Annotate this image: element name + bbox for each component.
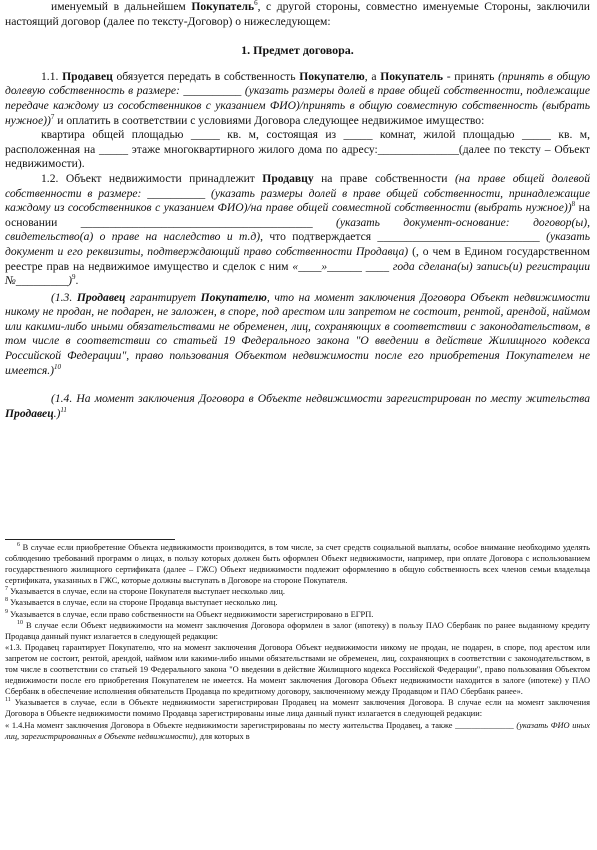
footnote-7 xyxy=(5,586,590,597)
footnote-number: 11 xyxy=(5,697,11,704)
seller-term: Продавцу xyxy=(262,171,314,185)
footnote-number: 10 xyxy=(17,619,23,626)
footnote-11 xyxy=(5,697,590,719)
clause-instruction: (указать документ и его реквизиты, подтверждающий право собственности Продавца) xyxy=(5,230,590,258)
clause-text: и оплатить в соответствии с условиями Договора следующее недвижимое имущество: xyxy=(54,113,485,127)
intro-text-end: , с другой стороны, совместно именуемые Стороны, заключили настоящий договор (далее по тексту-Договор) о нижеследующем: xyxy=(5,0,590,28)
footnote-ref-7[interactable]: 7 xyxy=(50,112,55,121)
clause-text: (1.4. На момент заключения Договора в Объекте недвижимости зарегистрирован по месту жительства xyxy=(51,392,590,406)
footnote-ref-10[interactable]: 10 xyxy=(54,362,62,371)
clause-text: на основании ________________________________________ xyxy=(5,201,590,229)
footnote-ref-9[interactable]: 9 xyxy=(71,273,76,282)
clause-text: , что на момент заключения Договора Объект недвижимости никому не продан, не подарен, не заложен, в споре, под арестом или запретом не состоит, рентой, арендой, наймом или какими-либо иными обязательствами не обременен, лиц, сохраняющих в соответствии с законодательством, в том числе в соответствии со статьей 19 Федерального закона "О введении в действие Жилищного кодекса Российской Федерации", право пользования Объектом недвижимости после его приобретения Покупателем не имеется.) xyxy=(5,290,590,377)
footnote-8 xyxy=(5,597,590,608)
buyer-term: Покупателю xyxy=(200,290,267,304)
clause-text: обязуется передать в собственность xyxy=(112,69,300,83)
footnote-ref-8[interactable]: 8 xyxy=(571,200,576,209)
footnote-6 xyxy=(5,542,590,586)
footnote-11-quote xyxy=(5,720,590,742)
clause-text: 1.2. Объект недвижимости принадлежит xyxy=(41,171,263,185)
footnote-number: 9 xyxy=(5,608,8,615)
clause-text: , а xyxy=(364,69,381,83)
footnote-instruction: (указать ФИО иных лиц, зарегистрированных в Объекте недвижимости) xyxy=(5,720,590,741)
footnote-number: 6 xyxy=(17,542,20,549)
seller-term: Продавец xyxy=(5,406,54,420)
footnote-text: В случае если приобретение Объекта недвижимости производится, в том числе, за счет средств социальной выплаты, особое внимание необходимо уделять соблюдению требований программ о лицах, в пользу которых должен быть оформлен Объект недвижимости, например, при оплате Договора с использованием государственного жилищного сертификата (далее – ГЖС) Объект недвижимости подлежит оформлению в общую собственность всех членов семьи владельца сертификата, указанных в ГЖС, которые должны выступать в Договоре на стороне Покупателя. xyxy=(5,543,590,586)
object-description: квартира общей площадью _____ кв. м, состоящая из _____ комнат, жилой площадью _____ кв. м, расположенная на _____ этаже многоквартирного жилого дома по адресу:______________(далее по тексту – Объект недвижимости). xyxy=(5,128,590,171)
seller-term: Продавец xyxy=(76,290,126,304)
footnote-10 xyxy=(5,620,590,642)
clause-instruction: (указать документ-основание: договор(ы), свидетельство(а) о праве на наследство и т.д) xyxy=(5,215,590,244)
footnote-text: Указывается в случае, если право собственности на Объект недвижимости зарегистрировано в ЕГРП. xyxy=(8,609,374,619)
contract-body xyxy=(5,0,590,421)
footnote-separator xyxy=(5,539,175,540)
footnote-9 xyxy=(5,609,590,620)
clause-1-3 xyxy=(5,291,590,379)
footnote-number: 7 xyxy=(5,586,8,593)
clause-1-2 xyxy=(5,172,590,289)
footnote-text: В случае если Объект недвижимости на момент заключения Договора оформлен в залог (ипотеку) в пользу ПАО Сбербанк по ранее выданному кредиту Продавца данный пункт излагается в следующей редакции: xyxy=(5,620,590,641)
footnote-ref-6[interactable]: 6 xyxy=(254,0,258,8)
clause-number: 1.1. xyxy=(41,69,63,83)
clause-text: . xyxy=(75,274,79,288)
clause-text: (, о чем в Едином государственном реестре прав на недвижимое имущество и сделок с ним xyxy=(5,244,591,273)
clause-1-4 xyxy=(5,392,590,421)
clause-instruction: (принять в общую долевую собственность в размере: __________ (указать размеры долей в праве общей собственности, подлежащие передаче каждому из сособственников с указанием ФИО)/принять в общую совместную собственность (выбрать нужное)) xyxy=(5,69,591,127)
clause-text: - принять xyxy=(443,69,499,83)
clause-text: , что подтверждается ____________________________ xyxy=(260,230,547,244)
buyer-term: Покупатель xyxy=(380,69,444,83)
footnote-text: Указывается в случае, если в Объекте недвижимости зарегистрирован Продавец на момент заключения Договора. В случае если на момент заключения Договора в Объекте недвижимости помимо Продавца зарегистрированы иные лица данный пункт излагается в следующей редакции: xyxy=(5,698,590,719)
buyer-term: Покупателю xyxy=(299,69,365,83)
clause-text: (1.3. xyxy=(51,290,77,304)
footnote-text: « 1.4.На момент заключения Договора в Объекте недвижимости зарегистрированы по месту жительства Продавец, а также ______________ xyxy=(5,720,517,730)
footnote-ref-11[interactable]: 11 xyxy=(60,405,67,414)
footnote-text: , для которых в xyxy=(195,731,250,741)
clause-text: гарантирует xyxy=(125,290,201,304)
clause-text: на праве собственности xyxy=(313,171,455,185)
footnote-text: Указывается в случае, если на стороне Продавца выступает несколько лиц. xyxy=(8,598,278,608)
clause-text: .) xyxy=(53,406,61,420)
clause-instruction: «____»______ ____ года сделана(ы) запись(и) регистрации №_________) xyxy=(5,259,590,288)
clause-1-1 xyxy=(5,70,590,128)
intro-text: именуемый в дальнейшем xyxy=(51,0,192,13)
footnotes xyxy=(5,542,590,742)
buyer-term: Покупатель xyxy=(191,0,255,13)
footnote-10-quote: «1.3. Продавец гарантирует Покупателю, что на момент заключения Договора Объект недвижимости никому не продан, не подарен, в споре, под арестом или запретом не состоит, рентой, арендой, наймом или какими-либо иными обязательствами не обременен, лиц, сохраняющих в соответствии с законодательством, в том числе в соответствии со статьей 19 Федерального закона "О введении в действие Жилищного кодекса Российской Федерации", право пользования Объектом недвижимости после его приобретения Покупателем не имеется. На момент заключения Договора Объект недвижимости находится в залоге (ипотеке) у ПАО Сбербанк в обеспечение исполнения обязательств Продавца по кредитному договору, заключенному между Продавцом и ПАО Сбербанк ранее». xyxy=(5,642,590,697)
section-heading: 1. Предмет договора. xyxy=(241,43,354,58)
footnote-text: Указывается в случае, если на стороне Покупателя выступает несколько лиц. xyxy=(8,587,285,597)
clause-instruction: (на праве общей долевой собственности в размере: __________ (указать размеры долей в праве общей собственности, принадлежащие каждому из сособственников с указанием ФИО)/на праве общей совместной собственности (выбрать нужное)) xyxy=(5,171,591,215)
footnote-number: 8 xyxy=(5,597,8,604)
intro-paragraph xyxy=(5,0,590,29)
seller-term: Продавец xyxy=(62,69,113,83)
